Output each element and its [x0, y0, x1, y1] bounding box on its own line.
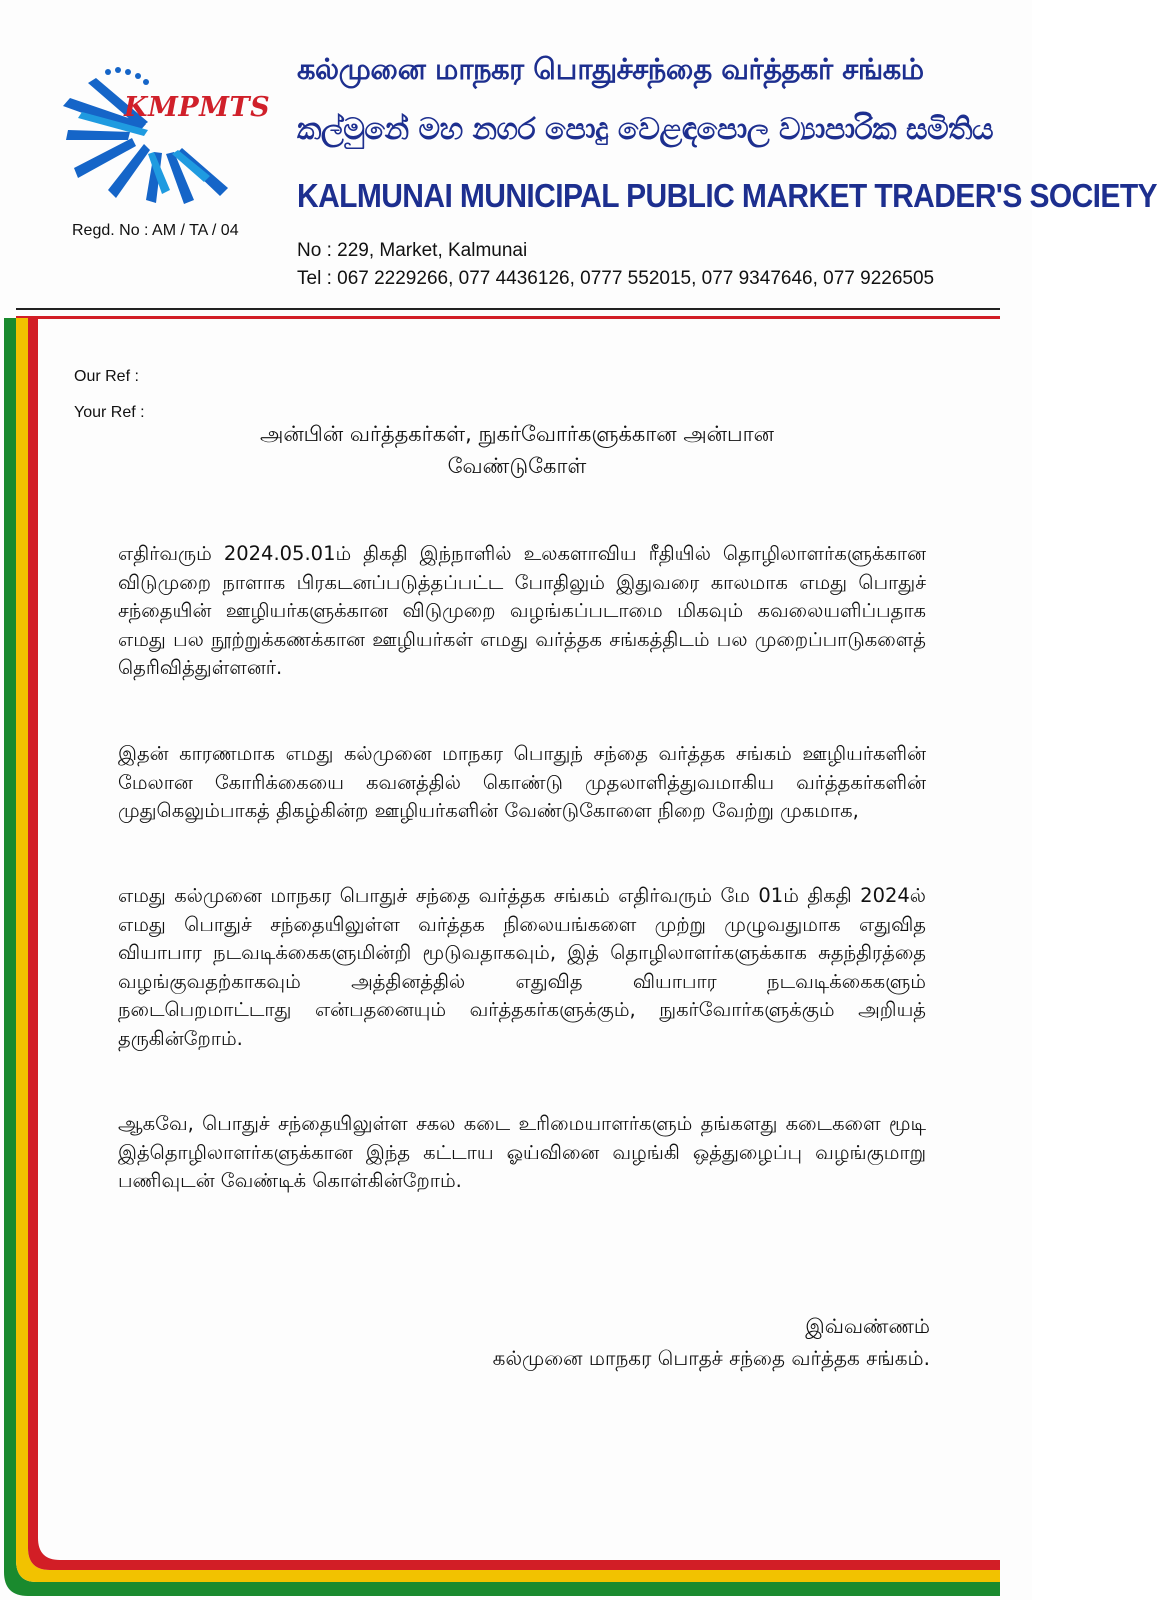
letter-heading-line1: அன்பின் வர்த்தகர்கள், நுகர்வோர்களுக்கான அன்பான: [259, 422, 775, 446]
paragraph-3: எமது கல்முனை மாநகர பொதுச் சந்தை வர்த்தக சங்கம் எதிர்வரும் மே 01ம் திகதி 2024ல் எமது பொதுச் சந்தையிலுள்ள வர்த்தக நிலையங்களை முற்று முழுவதுமாக எதுவித வியாபார நடவடிக்கைகளுமின்றி மூடுவதாகவும், இத் தொழிலாளர்களுக்காக சுதந்திரத்தை வழங்குவதற்காகவும் அத்தினத்தில் எதுவித வியாபார நடவடிக்கைகளும் நடைபெறமாட்டாது என்பதனையும் வர்த்தகர்களுக்கும், நுகர்வோர்களுக்கும் அறியத் தருகின்றோம்.: [118, 884, 926, 1050]
paragraph-4: ஆகவே, பொதுச் சந்தையிலுள்ள சகல கடை உரிமையாளர்களும் தங்களது கடைகளை மூடி இத்தொழிலாளர்களுக்கான இந்த கட்டாய ஓய்வினை வழங்கி ஒத்துழைப்பு வழங்குமாறு பணிவுடன் வேண்டிக் கொள்கின்றோம்.: [118, 1112, 926, 1193]
paragraph-2: இதன் காரணமாக எமது கல்முனை மாநகர பொதுந் சந்தை வர்த்தக சங்கம் ஊழியர்களின் மேலான கோரிக்கையை கவனத்தில் கொண்டு முதலாளித்துவமாகிய வர்த்தகர்களின் முதுகெலும்பாகத் திகழ்கின்ற ஊழியர்களின் வேண்டுகோளை நிறை வேற்று முகமாக,: [118, 742, 926, 823]
logo-wordmark: KMPMTS: [124, 92, 271, 123]
paragraph-1: எதிர்வரும் 2024.05.01ம் திகதி இந்நாளில் உலகளாவிய ரீதியில் தொழிலாளர்களுக்கான விடுமுறை நாளாக பிரகடனப்படுத்தப்பட்ட போதிலும் இதுவரை காலமாக எமது பொதுச் சந்தையின் ஊழியர்களுக்கான விடுமுறை வழங்கப்படாமை மிகவும் கவலையளிப்பதாக எமது பல நூற்றுக்கணக்கான ஊழியர்கள் எமது வர்த்தக சங்கத்திடம் பல முறைப்பாடுகளைத் தெரிவித்துள்ளனர்.: [118, 542, 926, 680]
registration-number: Regd. No : AM / TA / 04: [72, 222, 239, 239]
closing-signatory: கல்முனை மாநகர பொதச் சந்தை வர்த்தக சங்கம்.: [492, 1346, 930, 1370]
telephone-line: Tel : 067 2229266, 077 4436126, 0777 552015, 077 9347646, 077 9226505: [297, 268, 935, 289]
society-name-tamil: கல்முனை மாநகர பொதுச்சந்தை வர்த்தகர் சங்கம்: [297, 52, 924, 86]
society-name-sinhala: කල්මුනේ මහ නගර පොදු වෙළඳපොල ව්‍යාපාරික සමිතිය: [297, 112, 994, 147]
letter-heading: [150, 418, 884, 482]
society-name-english: KALMUNAI MUNICIPAL PUBLIC MARKET TRADER'S SOCIETY: [297, 178, 1157, 215]
our-ref-label: Our Ref :: [74, 368, 139, 385]
address-line: No : 229, Market, Kalmunai: [297, 240, 528, 261]
closing-salutation: இவ்வண்ணம்: [805, 1314, 930, 1338]
your-ref-label: Your Ref :: [74, 404, 145, 421]
kmpmts-logo-icon: [58, 58, 273, 208]
letter-heading-line2: வேண்டுகோள்: [447, 454, 587, 478]
